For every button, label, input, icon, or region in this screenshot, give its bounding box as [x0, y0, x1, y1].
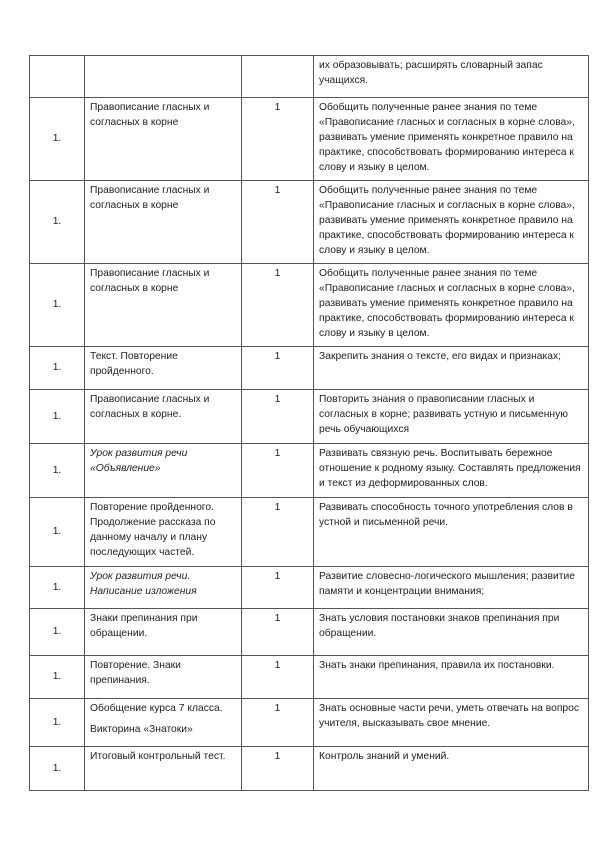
row-number: 1.: [30, 656, 85, 699]
lesson-topic-cell: [85, 699, 242, 747]
row-number: 1.: [30, 444, 85, 498]
table-row: [30, 747, 589, 791]
lesson-goal: Знать основные части речи, уметь отвечать на вопрос учителя, высказывать свое мнение.: [314, 699, 589, 747]
lesson-topic: Правописание гласных и согласных в корне: [85, 181, 242, 264]
table-row: [30, 264, 589, 347]
lesson-topic-secondary: Викторина «Знатоки»: [90, 724, 193, 735]
lesson-hours: 1: [242, 390, 314, 444]
lesson-goal: их образовывать; расширять словарный запас учащихся.: [314, 56, 589, 98]
table-row: [30, 567, 589, 609]
lesson-hours: 1: [242, 567, 314, 609]
row-number: 1.: [30, 98, 85, 181]
row-number: 1.: [30, 264, 85, 347]
table-row: [30, 699, 589, 747]
table-row: [30, 347, 589, 390]
row-number: 1.: [30, 181, 85, 264]
lesson-topic: Правописание гласных и согласных в корне: [85, 264, 242, 347]
lesson-hours: 1: [242, 264, 314, 347]
row-number: 1.: [30, 609, 85, 656]
lesson-goal: Обобщить полученные ранее знания по теме «Правописание гласных и согласных в корне слова», развивать умение применять конкретное правило на практике, способствовать формированию интереса к слову и языку в целом.: [314, 264, 589, 347]
row-number: 1.: [30, 747, 85, 791]
lesson-hours: 1: [242, 747, 314, 791]
lesson-goal: Знать условия постановки знаков препинания при обращении.: [314, 609, 589, 656]
lesson-hours: 1: [242, 699, 314, 747]
table-row: [30, 609, 589, 656]
lesson-goal: Развивать связную речь. Воспитывать бережное отношение к родному языку. Составлять предложения и текст из деформированных слов.: [314, 444, 589, 498]
lesson-hours: 1: [242, 609, 314, 656]
lesson-plan-table: [29, 55, 589, 791]
row-number: 1.: [30, 390, 85, 444]
table-row: [30, 656, 589, 699]
lesson-topic: Итоговый контрольный тест.: [85, 747, 242, 791]
lesson-goal: Обобщить полученные ранее знания по теме «Правописание гласных и согласных в корне слова», развивать умение применять конкретное правило на практике, способствовать формированию интереса к слову и языку в целом.: [314, 98, 589, 181]
row-number: 1.: [30, 498, 85, 567]
lesson-goal: Развитие словесно-логического мышления; развитие памяти и концентрации внимания;: [314, 567, 589, 609]
lesson-topic: Повторение. Знаки препинания.: [85, 656, 242, 699]
lesson-topic: Знаки препинания при обращении.: [85, 609, 242, 656]
table-row: [30, 390, 589, 444]
lesson-hours: 1: [242, 181, 314, 264]
row-number: 1.: [30, 699, 85, 747]
row-number: [30, 56, 85, 98]
table-row: [30, 181, 589, 264]
lesson-topic: Повторение пройденного. Продолжение рассказа по данному началу и плану последующих частей.: [85, 498, 242, 567]
row-number: 1.: [30, 567, 85, 609]
table-row: [30, 56, 589, 98]
lesson-hours: 1: [242, 498, 314, 567]
lesson-goal: Развивать способность точного употребления слов в устной и письменной речи.: [314, 498, 589, 567]
lesson-goal: Контроль знаний и умений.: [314, 747, 589, 791]
lesson-hours: 1: [242, 98, 314, 181]
lesson-goal: Закрепить знания о тексте, его видах и признаках;: [314, 347, 589, 390]
lesson-hours: 1: [242, 347, 314, 390]
lesson-goal: Знать знаки препинания, правила их постановки.: [314, 656, 589, 699]
row-number: 1.: [30, 347, 85, 390]
lesson-hours: 1: [242, 656, 314, 699]
lesson-topic: [85, 56, 242, 98]
lesson-goal: Обобщить полученные ранее знания по теме «Правописание гласных и согласных в корне слова», развивать умение применять конкретное правило на практике, способствовать формированию интереса к слову и языку в целом.: [314, 181, 589, 264]
lesson-topic: Правописание гласных и согласных в корне: [85, 98, 242, 181]
lesson-topic: Правописание гласных и согласных в корне.: [85, 390, 242, 444]
lesson-topic: Урок развития речи «Объявление»: [85, 444, 242, 498]
lesson-topic: Обобщение курса 7 класса.: [90, 703, 223, 714]
lesson-hours: 1: [242, 444, 314, 498]
table-row: [30, 498, 589, 567]
lesson-topic: Урок развития речи. Написание изложения: [85, 567, 242, 609]
lesson-hours: [242, 56, 314, 98]
lesson-goal: Повторить знания о правописании гласных и согласных в корне; развивать устную и письменную речь обучающихся: [314, 390, 589, 444]
lesson-topic: Текст. Повторение пройденного.: [85, 347, 242, 390]
table-row: [30, 98, 589, 181]
table-row: [30, 444, 589, 498]
